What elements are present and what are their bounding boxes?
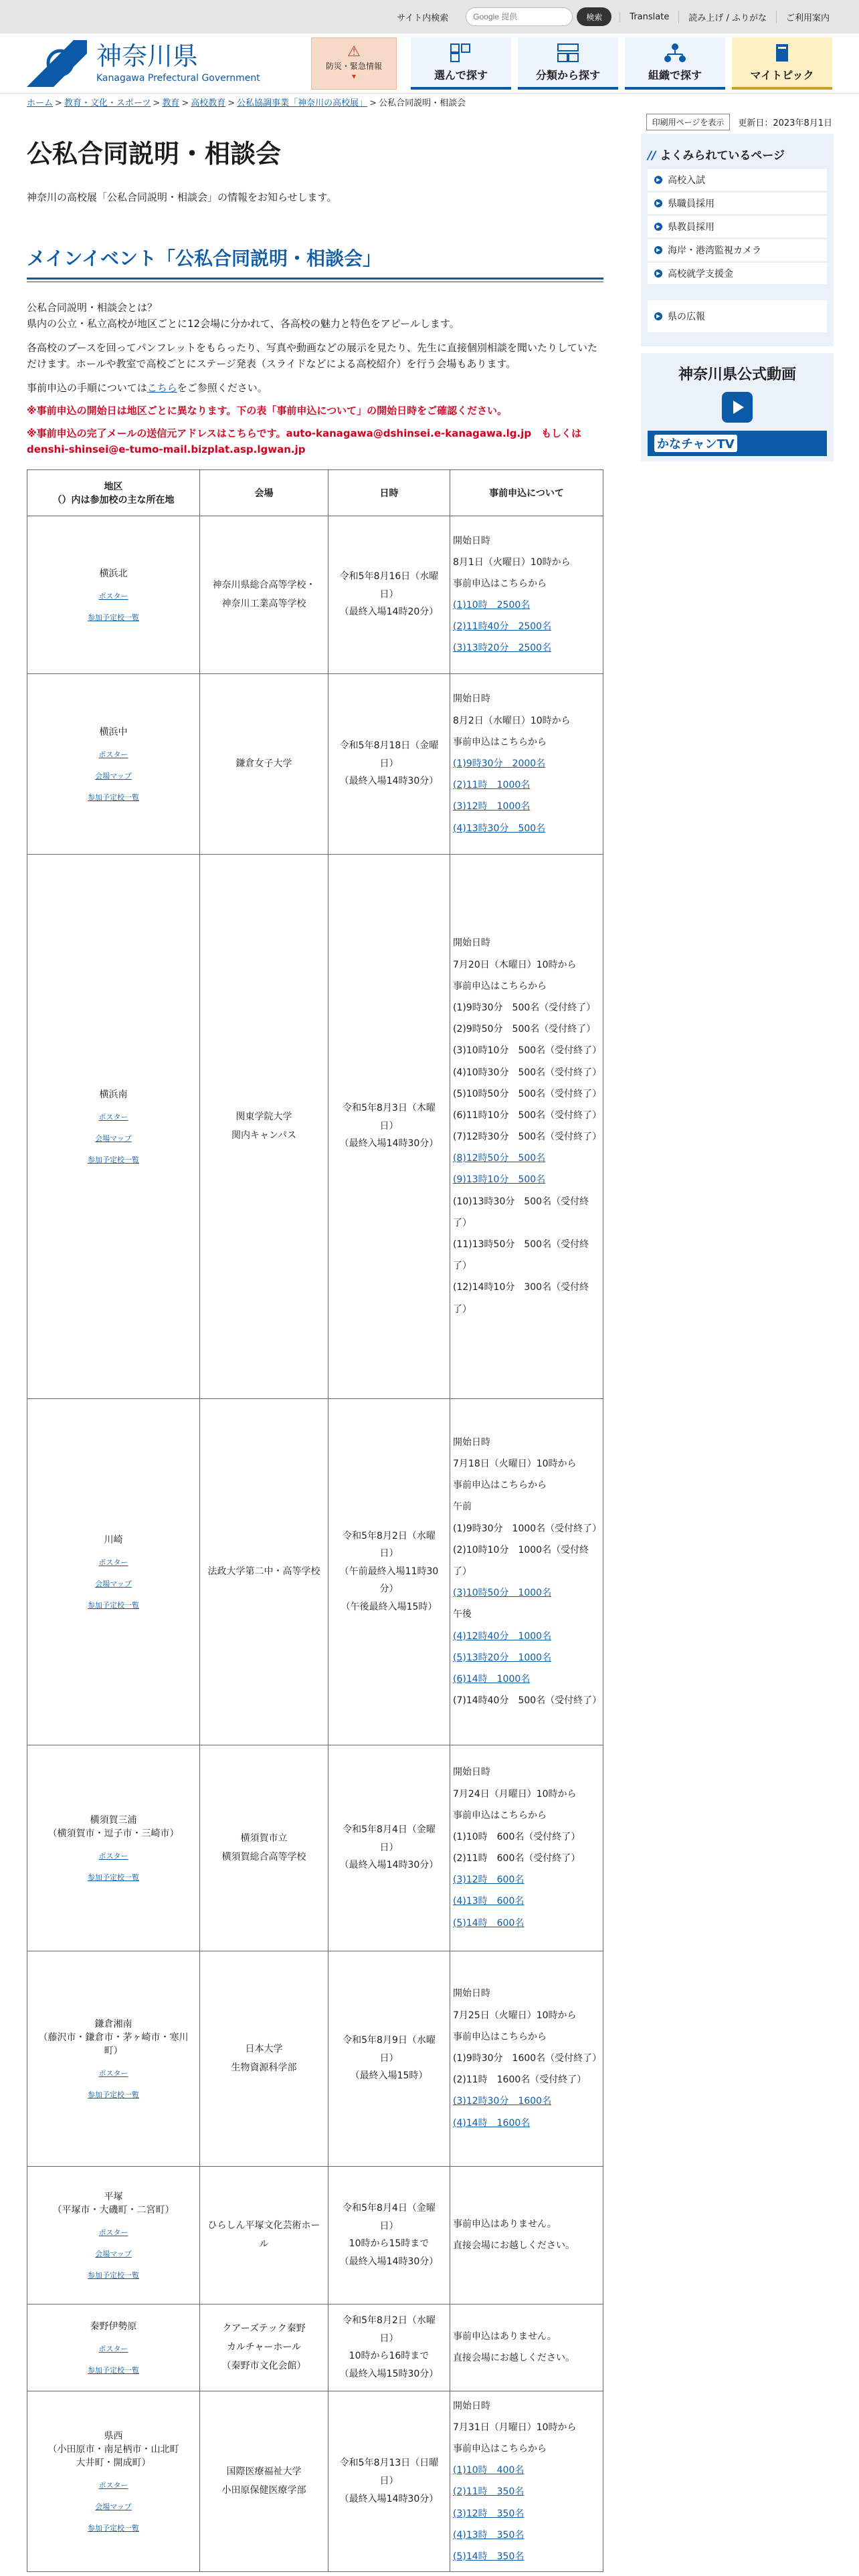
warning-icon: ⚠ xyxy=(347,43,361,60)
lead-text: 神奈川の高校展「公私合同説明・相談会」の情報をお知らせします。 xyxy=(27,191,337,203)
apply-slot-link[interactable]: (4)13時 350名 xyxy=(453,2529,524,2541)
apply-text: 7月31日（月曜日）10時から xyxy=(453,2422,577,2433)
apply-slot-link[interactable]: (5)13時20分 1000名 xyxy=(453,1652,552,1663)
apply-slot-link[interactable]: (3)12時 1000名 xyxy=(453,801,531,813)
cell-apply xyxy=(450,2391,603,2572)
official-video-banner[interactable] xyxy=(641,353,834,461)
apply-text: (1)9時30分 1600名（受付終了） xyxy=(453,2053,602,2064)
arrow-icon xyxy=(654,223,662,231)
grid-search-icon xyxy=(450,43,472,63)
apply-slot-link[interactable]: (1)10時 400名 xyxy=(453,2465,524,2476)
search-button[interactable]: 検索 xyxy=(577,7,611,26)
arrow-icon xyxy=(654,246,662,254)
area-link[interactable]: ポスター xyxy=(98,2069,128,2078)
apply-text: 事前申込はありません。 xyxy=(453,2331,557,2342)
utility-bar xyxy=(0,0,859,33)
apply-slot-link[interactable]: (4)12時40分 1000名 xyxy=(453,1630,552,1642)
cell-date: 令和5年8月3日（木曜日） （最終入場14時30分） xyxy=(328,854,450,1398)
apply-text: 事前申込はこちらから xyxy=(453,1810,547,1821)
nav-category[interactable] xyxy=(518,37,618,90)
site-logo[interactable] xyxy=(27,40,260,87)
apply-slot-link[interactable]: (3)12時 600名 xyxy=(453,1874,524,1886)
apply-text: (6)11時10分 500名（受付終了） xyxy=(453,1109,602,1121)
cell-venue: 横須賀市立 横須賀総合高等学校 xyxy=(200,1745,328,1951)
area-link[interactable]: ポスター xyxy=(98,1852,128,1861)
notice-email: ※事前申込の完了メールの送信元アドレスはこちらです。auto-kanagawa@dshinsei.e-kanagawa.lg.jp もしくは denshi-shinsei@e-tumo-mail.bizplat.asp.lgwan.jp xyxy=(27,427,582,455)
notice-start-date: ※事前申込の開始日は地区ごとに異なります。下の表「事前申込について」の開始日時をご確認ください。 xyxy=(27,404,508,417)
site-header xyxy=(0,33,859,94)
site-title: 神奈川県 xyxy=(96,41,199,71)
popular-pages xyxy=(641,134,834,346)
th-area: 地区 （）内は参加校の主な所在地 xyxy=(27,469,200,516)
apply-text: 事前申込はこちらから xyxy=(453,2443,547,2454)
cell-venue: 法政大学第二中・高等学校 xyxy=(200,1398,328,1745)
apply-text: 7月24日（月曜日）10時から xyxy=(453,1788,577,1800)
apply-slot-link[interactable]: (5)14時 350名 xyxy=(453,2551,524,2562)
area-name: 横須賀三浦 （横須賀市・逗子市・三崎市） xyxy=(47,1815,179,1840)
nav-label: 選んで探す xyxy=(434,69,488,82)
table-row xyxy=(27,1398,603,1745)
cell-date: 令和5年8月13日（日曜日） （最終入場14時30分） xyxy=(328,2391,450,2572)
area-link[interactable]: ポスター xyxy=(98,2228,128,2238)
prefecture-emblem-icon xyxy=(27,40,87,87)
search-input[interactable] xyxy=(466,7,573,26)
cell-date: 令和5年8月2日（水曜日） （午前最終入場11時30分） （午後最終入場15時） xyxy=(328,1398,450,1745)
nav-choose[interactable] xyxy=(411,37,511,90)
sidebar xyxy=(641,134,834,461)
intro-detail: 各高校のブースを回ってパンフレットをもらったり、写真や動画などの展示を見たり、先生に直接個別相談を聞いたりしていただけます。ホールや教室で高校ごとにステージ発表（スライドなどによる高校紹介）を行う会場もあります。 xyxy=(27,341,598,370)
table-row xyxy=(27,1745,603,1951)
cell-area xyxy=(27,854,200,1398)
usage-link[interactable]: ご利用案内 xyxy=(776,11,839,23)
apply-text: (4)10時30分 500名（受付終了） xyxy=(453,1067,602,1078)
th-date: 日時 xyxy=(328,469,450,516)
area-name: 横浜北 xyxy=(99,568,128,580)
apply-text: 直接会場にお越しください。 xyxy=(453,2240,575,2252)
apply-text: (2)10時10分 1000名（受付終了） xyxy=(453,1544,589,1577)
intro-text: 県内の公立・私立高校が地区ごとに12会場に分かれて、各高校の魅力と特色をアピールします。 xyxy=(27,317,460,330)
area-link[interactable]: 参加予定校一覧 xyxy=(88,1156,139,1165)
apply-text: (2)9時50分 500名（受付終了） xyxy=(453,1024,596,1035)
area-link[interactable]: 参加予定校一覧 xyxy=(88,2090,139,2100)
apply-slot-link[interactable]: (2)11時40分 2500名 xyxy=(453,621,552,633)
area-link[interactable]: ポスター xyxy=(98,750,128,760)
koho-link[interactable]: 県の広報 xyxy=(648,300,827,332)
crumb-high-school[interactable]: 高校教育 xyxy=(191,98,226,108)
procedure-prefix: 事前申込の手順については xyxy=(27,381,147,394)
apply-slot-link[interactable]: (9)13時10分 500名 xyxy=(453,1174,546,1186)
area-link[interactable]: ポスター xyxy=(98,2345,128,2354)
cell-date: 令和5年8月4日（金曜日） （最終入場14時30分） xyxy=(328,1745,450,1951)
disaster-label: 防災・緊急情報 xyxy=(325,62,382,71)
th-venue: 会場 xyxy=(200,469,328,516)
apply-text: 開始日時 xyxy=(453,938,490,949)
site-subtitle: Kanagawa Prefectural Government xyxy=(96,73,260,84)
main-content xyxy=(27,134,603,2572)
table-row xyxy=(27,673,603,854)
area-link[interactable]: 参加予定校一覧 xyxy=(88,2524,139,2533)
table-row xyxy=(27,2304,603,2391)
cell-apply xyxy=(450,516,603,673)
cell-date: 令和5年8月9日（水曜日） （最終入場15時） xyxy=(328,1951,450,2166)
apply-slot-link[interactable]: (3)13時20分 2500名 xyxy=(453,643,552,654)
procedure-text xyxy=(27,380,603,396)
apply-text: 開始日時 xyxy=(453,535,490,546)
popular-item[interactable]: 海岸・港湾監視カメラ xyxy=(648,239,827,261)
area-link[interactable]: 参加予定校一覧 xyxy=(88,2271,139,2280)
global-nav xyxy=(411,37,832,90)
section-heading: メインイベント「公私合同説明・相談会」 xyxy=(27,244,603,280)
arrow-icon xyxy=(654,270,662,278)
cell-date: 令和5年8月18日（金曜日） （最終入場14時30分） xyxy=(328,673,450,854)
area-link[interactable]: 参加予定校一覧 xyxy=(88,1873,139,1883)
apply-text: 事前申込はこちらから xyxy=(453,2031,547,2042)
popular-item[interactable]: 県教員採用 xyxy=(648,216,827,237)
play-icon xyxy=(722,392,753,423)
apply-text: (10)13時30分 500名（受付終了） xyxy=(453,1196,589,1228)
nav-label: 分類から探す xyxy=(535,69,600,82)
bookmark-icon xyxy=(771,43,793,63)
apply-text: 開始日時 xyxy=(453,1436,490,1448)
nav-mytopic[interactable] xyxy=(732,37,832,90)
table-row xyxy=(27,2391,603,2572)
cell-area xyxy=(27,2391,200,2572)
apply-text: 開始日時 xyxy=(453,693,490,705)
cell-apply xyxy=(450,2166,603,2304)
page-meta xyxy=(646,114,832,130)
area-link[interactable]: ポスター xyxy=(98,2481,128,2490)
th-apply: 事前申込について xyxy=(450,469,603,516)
apply-text: (1)10時 600名（受付終了） xyxy=(453,1831,581,1842)
translate-link[interactable]: Translate xyxy=(619,12,678,22)
cell-date: 令和5年8月16日（水曜日） （最終入場14時20分） xyxy=(328,516,450,673)
crumb-home[interactable]: ホーム xyxy=(27,98,54,108)
cell-venue: ひらしん平塚文化芸術ホール xyxy=(200,2166,328,2304)
nav-label: マイトピック xyxy=(750,69,814,82)
cell-area xyxy=(27,1398,200,1745)
area-name: 鎌倉湘南 （藤沢市・鎌倉市・茅ヶ崎市・寒川町） xyxy=(38,2019,189,2057)
video-title: 神奈川県公式動画 xyxy=(678,366,796,383)
cell-area xyxy=(27,2304,200,2391)
page-title: 公私合同説明・相談会 xyxy=(27,139,282,169)
apply-slot-link[interactable]: (5)14時 600名 xyxy=(453,1917,524,1929)
cell-venue: 鎌倉女子大学 xyxy=(200,673,328,854)
area-link[interactable]: 会場マップ xyxy=(95,2502,132,2512)
apply-text: 8月2日（水曜日）10時から xyxy=(453,715,571,726)
popular-item[interactable]: 県職員採用 xyxy=(648,193,827,214)
apply-text: 事前申込はこちらから xyxy=(453,980,547,992)
area-name: 県西 （小田原市・南足柄市・山北町 大井町・開成町） xyxy=(47,2431,179,2469)
area-link[interactable]: ポスター xyxy=(98,1558,128,1568)
area-link[interactable]: 参加予定校一覧 xyxy=(88,793,139,802)
apply-text: (2)11時 600名（受付終了） xyxy=(453,1853,581,1864)
apply-text: 午前 xyxy=(453,1501,472,1513)
arrow-icon xyxy=(654,312,662,320)
area-name: 横浜中 xyxy=(99,727,128,738)
apply-text: 7月20日（木曜日）10時から xyxy=(453,959,577,970)
cell-area xyxy=(27,2166,200,2304)
apply-text: (1)9時30分 500名（受付終了） xyxy=(453,1002,596,1013)
crumb-current: 公私合同説明・相談会 xyxy=(379,98,466,108)
area-link[interactable]: 会場マップ xyxy=(95,1134,132,1144)
cell-area xyxy=(27,1951,200,2166)
apply-text: 7月18日（火曜日）10時から xyxy=(453,1459,577,1470)
kana-channel-label: かなチャンTV xyxy=(648,431,827,456)
table-row xyxy=(27,1951,603,2166)
table-row xyxy=(27,516,603,673)
crumb-education[interactable]: 教育 xyxy=(162,98,180,108)
cell-area xyxy=(27,516,200,673)
apply-text: 事前申込はこちらから xyxy=(453,736,547,748)
breadcrumb: ホーム > 教育・文化・スポーツ > 教育 > 高校教育 > 公私協調事業「神奈川の高校展」 > 公私合同説明・相談会 xyxy=(27,98,466,108)
area-link[interactable]: ポスター xyxy=(98,592,128,601)
cell-venue: 国際医療福祉大学 小田原保健医療学部 xyxy=(200,2391,328,2572)
apply-slot-link[interactable]: (1)9時30分 2000名 xyxy=(453,758,546,769)
popular-pages-title: // よくみられているページ xyxy=(648,149,785,163)
search-form xyxy=(458,7,619,26)
cell-area xyxy=(27,673,200,854)
cell-venue: 神奈川県総合高等学校・ 神奈川工業高等学校 xyxy=(200,516,328,673)
apply-text: 直接会場にお越しください。 xyxy=(453,2353,575,2364)
area-link[interactable]: 参加予定校一覧 xyxy=(88,1601,139,1610)
arrow-icon xyxy=(654,199,662,207)
apply-slot-link[interactable]: (2)11時 350名 xyxy=(453,2486,524,2498)
events-table xyxy=(27,469,603,2573)
cell-venue: 関東学院大学 関内キャンパス xyxy=(200,854,328,1398)
apply-text: 開始日時 xyxy=(453,2400,490,2411)
apply-slot-link[interactable]: (6)14時 1000名 xyxy=(453,1673,531,1685)
cell-apply xyxy=(450,854,603,1398)
cell-date: 令和5年8月2日（水曜日） 10時から16時まで （最終入場15時30分） xyxy=(328,2304,450,2391)
area-name: 秦野伊勢原 xyxy=(90,2321,137,2333)
nav-organization[interactable] xyxy=(625,37,725,90)
organization-icon xyxy=(664,43,686,63)
apply-slot-link[interactable]: (3)12時30分 1600名 xyxy=(453,2096,552,2107)
updated-date: 更新日：2023年8月1日 xyxy=(738,118,832,128)
cell-venue: 日本大学 生物資源科学部 xyxy=(200,1951,328,2166)
area-name: 川崎 xyxy=(104,1535,123,1546)
apply-text: (5)10時50分 500名（受付終了） xyxy=(453,1088,602,1099)
apply-text: 8月1日（火曜日）10時から xyxy=(453,556,571,568)
site-search-label: サイト内検索 xyxy=(397,13,449,23)
apply-slot-link[interactable]: (4)13時30分 500名 xyxy=(453,823,546,834)
crumb-event[interactable]: 公私協調事業「神奈川の高校展」 xyxy=(237,98,368,108)
cell-date: 令和5年8月4日（金曜日） 10時から15時まで （最終入場14時30分） xyxy=(328,2166,450,2304)
apply-text: (3)10時10分 500名（受付終了） xyxy=(453,1045,602,1057)
cell-apply xyxy=(450,2304,603,2391)
apply-slot-link[interactable]: (3)10時50分 1000名 xyxy=(453,1588,552,1599)
apply-text: 事前申込はこちらから xyxy=(453,1480,547,1491)
area-link[interactable]: 参加予定校一覧 xyxy=(88,613,139,623)
area-link[interactable]: 会場マップ xyxy=(95,2250,132,2259)
apply-slot-link[interactable]: (4)13時 600名 xyxy=(453,1896,524,1907)
apply-text: (7)14時40分 500名（受付終了） xyxy=(453,1695,602,1707)
table-row xyxy=(27,2166,603,2304)
category-icon xyxy=(557,43,579,63)
popular-item[interactable]: 高校入試 xyxy=(648,169,827,191)
area-link[interactable]: 会場マップ xyxy=(95,772,132,781)
print-button[interactable]: 印刷用ページを表示 xyxy=(646,114,731,130)
apply-slot-link[interactable]: (1)10時 2500名 xyxy=(453,600,531,611)
apply-text: 午後 xyxy=(453,1609,472,1620)
apply-slot-link[interactable]: (3)12時 350名 xyxy=(453,2508,524,2519)
apply-text: 開始日時 xyxy=(453,1988,490,2000)
apply-text: (1)9時30分 1000名（受付終了） xyxy=(453,1523,602,1534)
apply-text: 事前申込はこちらから xyxy=(453,578,547,589)
cell-area xyxy=(27,1745,200,1951)
apply-text: (11)13時50分 500名（受付終了） xyxy=(453,1239,589,1272)
apply-slot-link[interactable]: (8)12時50分 500名 xyxy=(453,1153,546,1164)
intro-question: 公私合同説明・相談会とは？ xyxy=(27,301,158,314)
read-aloud-link[interactable]: 読み上げ / ふりがな xyxy=(678,11,776,23)
apply-text: 開始日時 xyxy=(453,1767,490,1778)
cell-venue: クアーズテック秦野 カルチャーホール （秦野市文化会館） xyxy=(200,2304,328,2391)
area-link[interactable]: ポスター xyxy=(98,1113,128,1122)
cell-apply xyxy=(450,1398,603,1745)
area-link[interactable]: 参加予定校一覧 xyxy=(88,2366,139,2375)
chevron-down-icon: ▾ xyxy=(351,72,357,81)
procedure-suffix: をご参照ください。 xyxy=(177,381,268,394)
nav-label: 組織で探す xyxy=(648,69,702,82)
area-link[interactable]: 会場マップ xyxy=(95,1580,132,1589)
cell-apply xyxy=(450,673,603,854)
arrow-icon xyxy=(654,176,662,184)
disaster-info-button[interactable] xyxy=(311,37,397,90)
apply-text: (12)14時10分 300名（受付終了） xyxy=(453,1282,589,1315)
apply-text: 事前申込はありません。 xyxy=(453,2218,557,2230)
area-name: 平塚 （平塚市・大磯町・二宮町） xyxy=(52,2191,175,2216)
apply-slot-link[interactable]: (2)11時 1000名 xyxy=(453,780,531,791)
apply-text: 7月25日（火曜日）10時から xyxy=(453,2010,577,2021)
cell-apply xyxy=(450,1745,603,1951)
apply-text: (7)12時30分 500名（受付終了） xyxy=(453,1132,602,1143)
table-row xyxy=(27,854,603,1398)
popular-item[interactable]: 高校就学支援金 xyxy=(648,263,827,284)
cell-apply xyxy=(450,1951,603,2166)
crumb-culture[interactable]: 教育・文化・スポーツ xyxy=(64,98,151,108)
area-name: 横浜南 xyxy=(99,1089,128,1101)
apply-slot-link[interactable]: (4)14時 1600名 xyxy=(453,2117,531,2129)
apply-text: (2)11時 1600名（受付終了） xyxy=(453,2074,587,2086)
procedure-link[interactable]: こちら xyxy=(147,381,177,394)
